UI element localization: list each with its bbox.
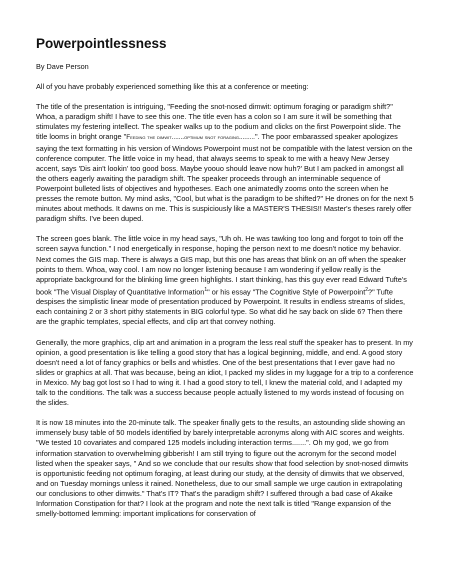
- byline: By Dave Person: [36, 62, 89, 71]
- slide-title-smallcaps: Feeding the dimwit.......optimum snot foraging.........: [126, 134, 255, 142]
- paragraph-2-text-c: ?" Tufte despises the simplistic linear mode of presentation produced by Powerpoint. It results in endless streams of slides, each containing 2 or 3 short pithy statements in BIG colorful type. So what did he say back on slide 6? Then there are the graphic templates, special effects, and clip art that convey nothing.: [36, 287, 406, 327]
- footnote-marker-1: 1: [204, 286, 208, 293]
- footnote-marker-2: 2: [365, 286, 369, 293]
- article-title: Powerpointlessness: [36, 36, 167, 51]
- paragraph-2-text-a: The screen goes blank. The little voice in my head says, "Uh oh. He was tawking too long and forgot to toin off the screen sayva function." I nod energetically in response, hoping the person next to me doesn't notice my behavior. Next comes the GIS map. There is always a GIS map, but this one has areas that blink on an off when the speaker points to them. Whoa, way cool. I am now no longer listening because I am wondering if yellow really is the appropriate background for the blinking lime green highlights. I start thinking, has this guy ever read Edward Tufte's book "The Visual Display of Quantitative Information: [36, 234, 407, 297]
- paragraph-2: [36, 234, 414, 327]
- paragraph-1: [36, 102, 414, 224]
- paragraph-3: Generally, the more graphics, clip art and animation in a program the less real stuff the speaker has to present. In my opinion, a good presentation is like telling a good story that has a logical beginning, middle, and end. A good story doesn't need a lot of fancy graphics or bells and whistles. One of the best presentations that I ever gave had no slides or graphics at all. That was because, being an idiot, I packed my slides in my luggage for a trip to a conference in Mexico. My bag got lost so I had to wing it. I had a good story to tell, I knew the material cold, and I adapted my talk to the conditions. The talk was a success because people actually listened to my words instead of focusing on the slides.: [36, 337, 414, 408]
- paragraph-1-text-a: The title of the presentation is intriguing, "Feeding the snot-nosed dimwit: optimum foraging or paradigm shift?" Whoa, a paradigm shift! I have to see this one. The title even has a colon so I am sure it will be something that stimulates my festering intellect. The speaker walks up to the podium and clicks on the first Powerpoint slide. The title looms in bright orange ": [36, 102, 401, 142]
- paragraph-4: It is now 18 minutes into the 20-minute talk. The speaker finally gets to the results, an astounding slide showing an immensely busy table of 50 models identified by barely interpretable acronyms along with AIC scores and weights. "We tested 10 covariates and compared 125 models including interaction terms.......". Oh my god, we go from information starvation to overwhelming gibberish! I am still trying to figure out the acronym for the second model listed when the speaker says, " And so we conclude that our results show that food selection by snot-nosed dimwits is opportunistic feeding not optimum foraging, at least during our study, at the density of dimwits that we observed, and on Tuesday mornings unless it rained. Nonetheless, due to our small sample we urge caution in extrapolating our conclusions to other dimwits." That's IT? That's the paradigm shift? I suffered through a bad case of Akaike Information Constipation for that? I look at the program and note the next talk is titled "Range expansion of the smelly-bottomed lemming: important implications for conservation of: [36, 418, 409, 519]
- paragraph-1-text-b: ". The poor embarassed speaker apologizes saying the text formatting in his version of Windows Powerpoint must not be compatible with the latest version on the conference computer. The little voice in my head, that always seems to speak to me with a heavy New Jersey accent, says 'Dis ain't lookin' too good boss. Maybe yoouo should leave now huh?' But I am packed in amongst all the others eagerly awaiting the paradigm shift. The speaker proceeds through an interminable sequence of Powerpoint bulleted lists of objectives and hypotheses. Each one animatedly zooms onto the screen when he presses the remote button. My mind asks, "Cool, but what is the paradigm to be shifted?" He drones on for the next 5 minutes about methods. It dawns on me. This is suspiciously like a MASTER'S THESIS!! Master's theses rarely offer paradigm shifts. I've been duped.: [36, 132, 414, 224]
- intro-paragraph: All of you have probably experienced something like this at a conference or meeting:: [36, 82, 309, 92]
- paragraph-2-text-b: " or his essay "The Cognitive Style of Powerpoint: [207, 287, 366, 297]
